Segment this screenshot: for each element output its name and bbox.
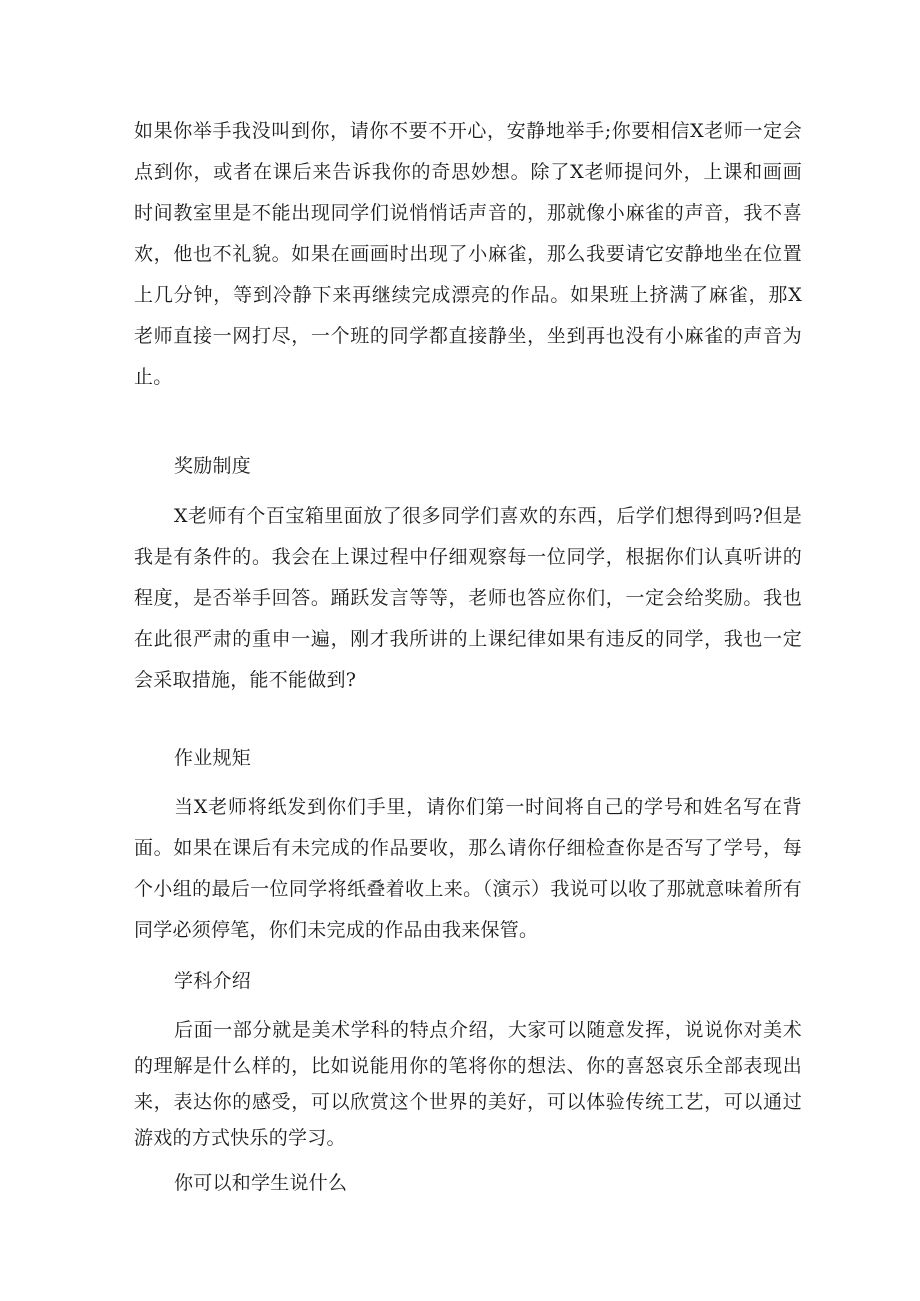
paragraph-subject-introduction <box>134 1012 802 1156</box>
heading-reward-system: 奖励制度 <box>174 455 252 477</box>
paragraph-text: 后面一部分就是美术学科的特点介绍，大家可以随意发挥，说说你对美术的理解是什么样的，比如说能用你的笔将你的想法、你的喜怒哀乐全部表现出来，表达你的感受，可以欣赏这个世界的美好，可以体验传统工艺，可以通过游戏的方式快乐的学习。 <box>134 1019 802 1149</box>
heading-homework-rules: 作业规矩 <box>174 747 252 769</box>
heading-what-to-say: 你可以和学生说什么 <box>174 1172 348 1194</box>
paragraph-homework-rules <box>134 787 802 951</box>
paragraph-text: X老师有个百宝箱里面放了很多同学们喜欢的东西，后学们想得到吗?但是我是有条件的。我会在上课过程中仔细观察每一位同学，根据你们认真听讲的程度，是否举手回答。踊跃发言等等，老师也答应你们，一定会给奖励。我也在此很严肃的重申一遍，刚才我所讲的上课纪律如果有违反的同学，我也一定会采取措施，能不能做到? <box>134 505 802 691</box>
paragraph-classroom-discipline <box>134 111 802 398</box>
paragraph-reward-system <box>134 496 802 701</box>
heading-subject-introduction: 学科介绍 <box>174 970 252 992</box>
paragraph-text: 如果你举手我没叫到你，请你不要不开心，安静地举手;你要相信X老师一定会点到你，或者在课后来告诉我你的奇思妙想。除了X老师提问外，上课和画画时间教室里是不能出现同学们说悄悄话声音的，那就像小麻雀的声音，我不喜欢，他也不礼貌。如果在画画时出现了小麻雀，那么我要请它安静地坐在位置上几分钟，等到冷静下来再继续完成漂亮的作品。如果班上挤满了麻雀，那X老师直接一网打尽，一个班的同学都直接静坐，坐到再也没有小麻雀的声音为止。 <box>134 120 802 388</box>
paragraph-text: 当X老师将纸发到你们手里，请你们第一时间将自己的学号和姓名写在背面。如果在课后有未完成的作品要收，那么请你仔细检查你是否写了学号，每个小组的最后一位同学将纸叠着收上来。（演示）我说可以收了那就意味着所有同学必须停笔，你们未完成的作品由我来保管。 <box>134 796 802 941</box>
